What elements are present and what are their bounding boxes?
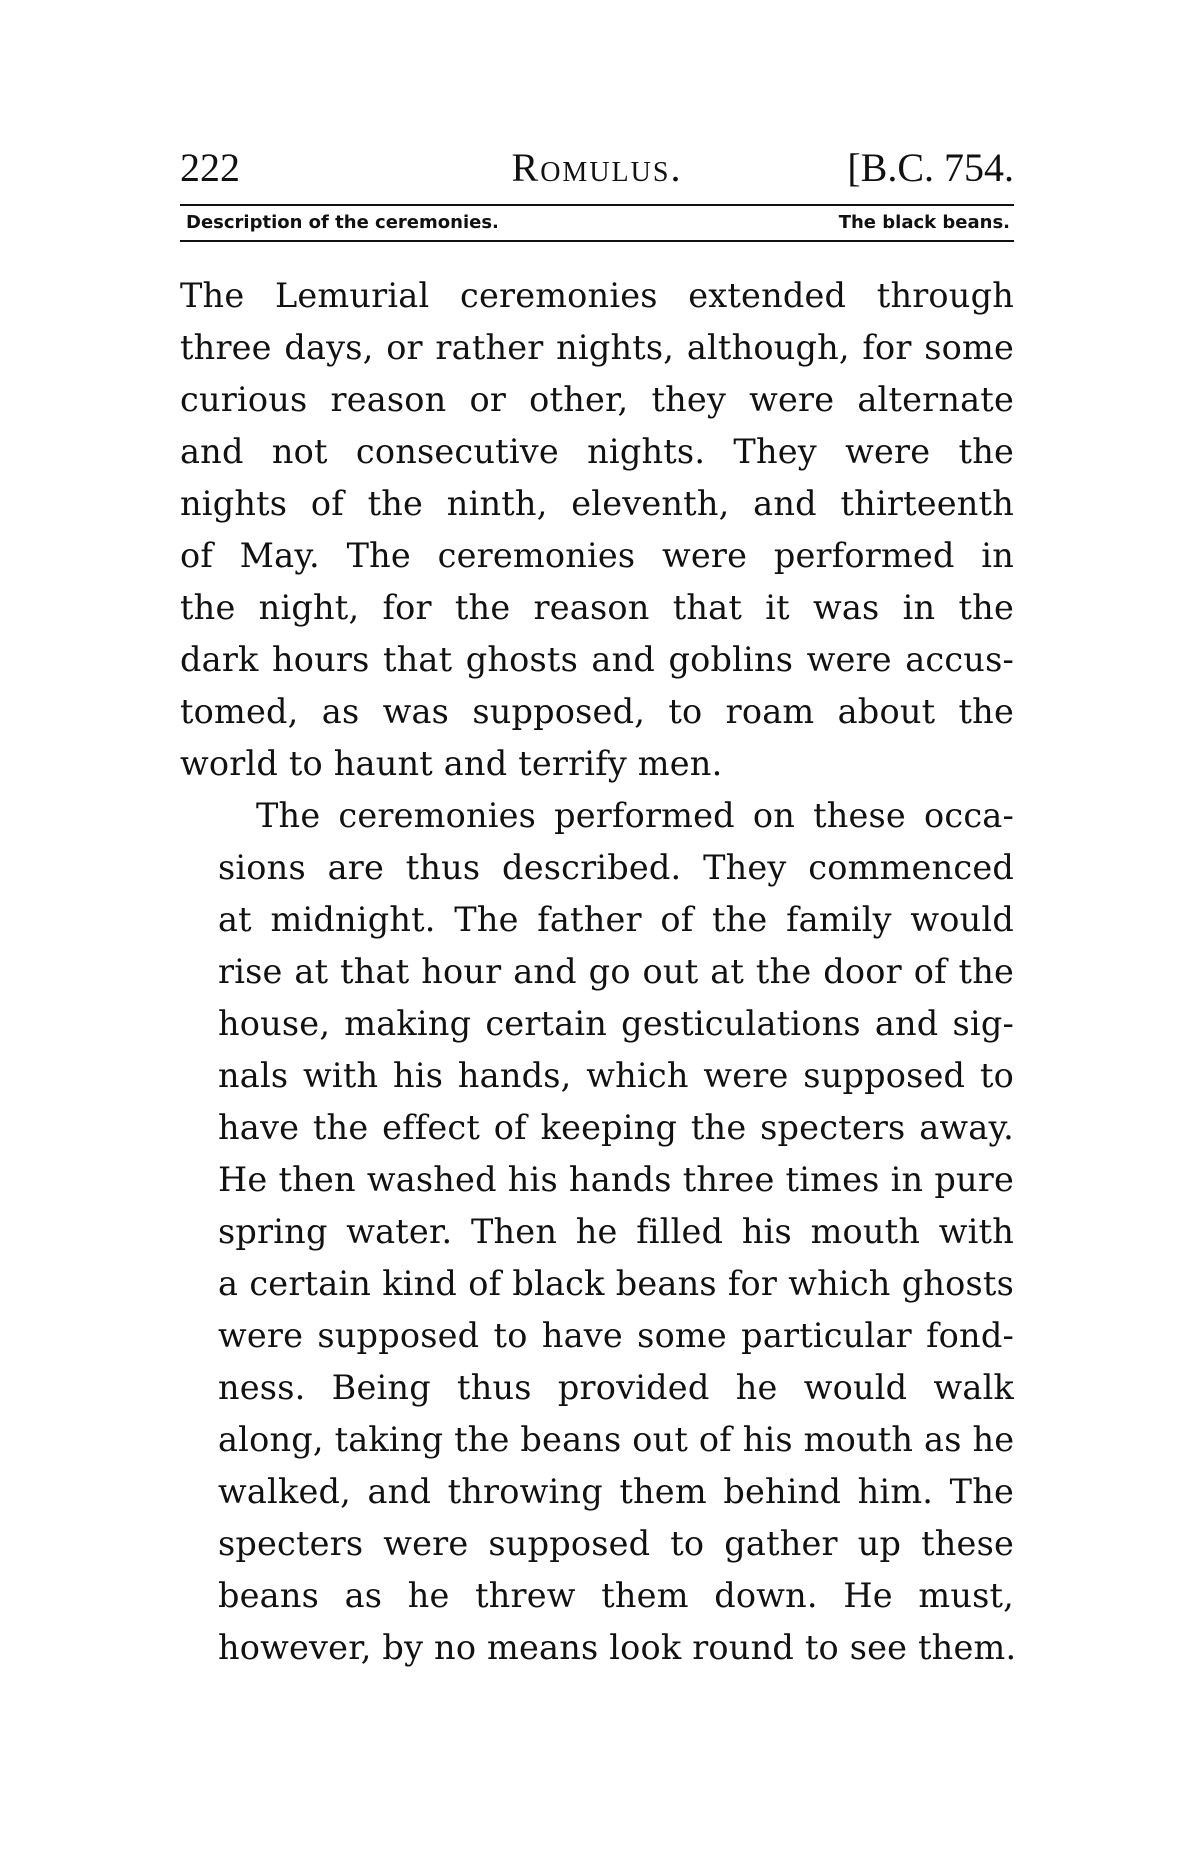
text-line: were supposed to have some particular fond- bbox=[218, 1316, 1014, 1355]
text-line: specters were supposed to gather up these bbox=[218, 1524, 1014, 1563]
header-rule-bottom bbox=[180, 240, 1014, 242]
sidenote-left: Description of the ceremonies. bbox=[186, 212, 499, 233]
text-line: at midnight. The father of the family would bbox=[218, 900, 1014, 939]
text-line: He then washed his hands three times in pure bbox=[218, 1160, 1014, 1199]
paragraph-2 bbox=[180, 790, 1017, 1674]
body-text bbox=[180, 270, 1017, 1674]
page-header bbox=[180, 140, 1014, 196]
text-line: sions are thus described. They commenced bbox=[218, 848, 1014, 887]
text-line: of May. The ceremonies were performed in bbox=[180, 536, 1014, 575]
paragraph-1 bbox=[180, 270, 1014, 790]
text-line: The ceremonies performed on these occa- bbox=[256, 796, 1014, 835]
text-line: beans as he threw them down. He must, bbox=[218, 1576, 1014, 1615]
text-line: house, making certain gesticulations and sig- bbox=[218, 1004, 1014, 1043]
text-line: dark hours that ghosts and goblins were accus- bbox=[180, 640, 1014, 679]
text-line: three days, or rather nights, although, for some bbox=[180, 328, 1014, 367]
text-line: have the effect of keeping the specters away. bbox=[218, 1108, 1014, 1147]
text-line: curious reason or other, they were alternate bbox=[180, 380, 1014, 419]
text-line: rise at that hour and go out at the door of the bbox=[218, 952, 1014, 991]
running-title: Romulus. bbox=[511, 145, 683, 190]
text-line: along, taking the beans out of his mouth as he bbox=[218, 1420, 1015, 1459]
text-line: however, by no means look round to see them. bbox=[218, 1628, 1017, 1667]
book-page bbox=[180, 140, 1017, 1674]
text-line: walked, and throwing them behind him. The bbox=[218, 1472, 1014, 1511]
text-line: world to haunt and terrify men. bbox=[180, 744, 723, 783]
page-number: 222 bbox=[180, 145, 240, 190]
text-line: the night, for the reason that it was in the bbox=[180, 588, 1014, 627]
text-line: and not consecutive nights. They were the bbox=[180, 432, 1014, 471]
text-line: nals with his hands, which were supposed to bbox=[218, 1056, 1014, 1095]
text-line: The Lemurial ceremonies extended through bbox=[180, 276, 1014, 315]
date-range: [B.C. 754. bbox=[847, 145, 1014, 190]
text-line: ness. Being thus provided he would walk bbox=[218, 1368, 1014, 1407]
text-line: nights of the ninth, eleventh, and thirteenth bbox=[180, 484, 1014, 523]
text-line: a certain kind of black beans for which ghosts bbox=[218, 1264, 1014, 1303]
text-line: spring water. Then he filled his mouth with bbox=[218, 1212, 1014, 1251]
text-line: tomed, as was supposed, to roam about the bbox=[180, 692, 1014, 731]
sidenote-right: The black beans. bbox=[838, 212, 1010, 233]
sidenote-row bbox=[180, 206, 1014, 240]
